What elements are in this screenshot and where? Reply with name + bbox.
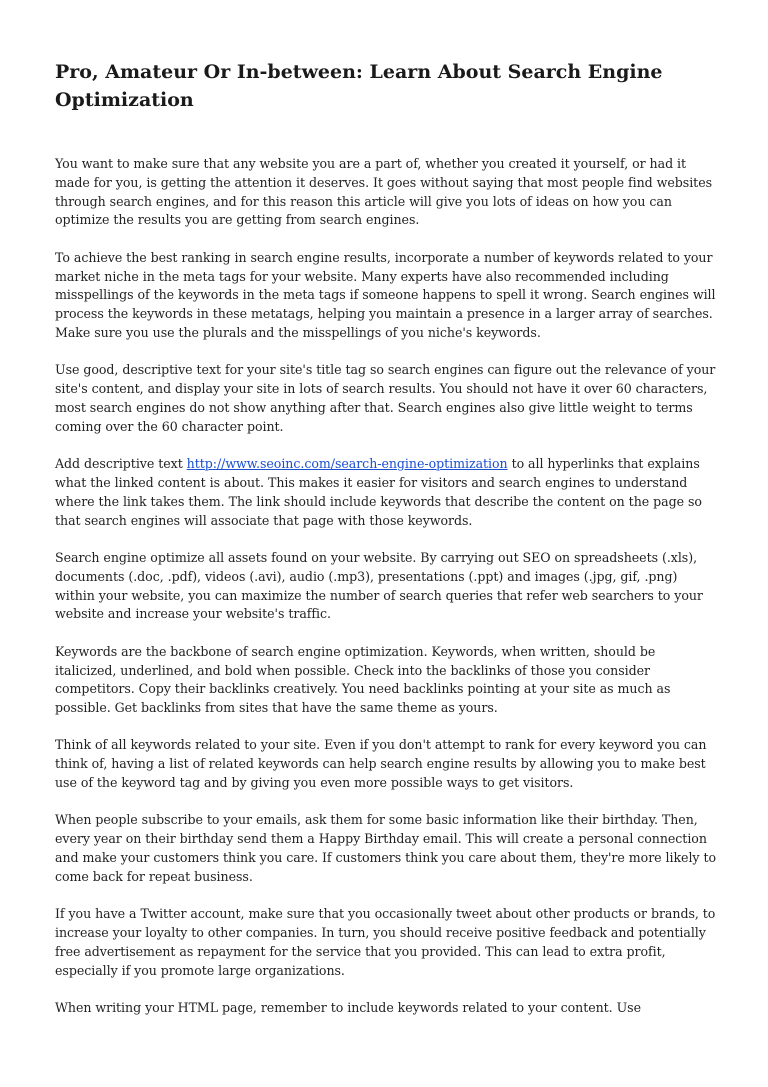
document-title: Pro, Amateur Or In-between: Learn About Search Engine Optimization	[55, 61, 663, 111]
paragraph-related-keywords: Think of all keywords related to your site. Even if you don't attempt to rank for every keyword you can think of, having a list of related keywords can help search engine results by allowing you to make best use of the keyword tag and by giving you even more possible ways to get visitors.	[55, 737, 707, 791]
paragraph-keywords: Keywords are the backbone of search engine optimization. Keywords, when written, should be italicized, underlined, and bold when possible. Check into the backlinks of those you consider competitors. Copy their backlinks creatively. You need backlinks pointing at your site as much as possible. Get backlinks from sites that have the same theme as yours.	[55, 643, 671, 716]
link-paragraph-after: to all hyperlinks that explains what the linked content is about. This makes it easier for visitors and search engines to understand where the link takes them. The link should include keywords that describe the content on the page so that search engines will associate that page with those keywords.	[55, 456, 702, 528]
paragraph-descriptive-links	[55, 455, 717, 530]
paragraph-html-page: When writing your HTML page, remember to include keywords related to your content. Use	[55, 1000, 641, 1016]
paragraph-meta-tags: To achieve the best ranking in search engine results, incorporate a number of keywords related to your market niche in the meta tags for your website. Many experts have also recommended including misspellings of the keywords in the meta tags if someone happens to spell it wrong. Search engines will process the keywords in these metatags, helping you maintain a presence in a larger array of searches. Make sure you use the plurals and the misspellings of you niche's keywords.	[55, 249, 716, 340]
paragraph-emails: When people subscribe to your emails, ask them for some basic information like their birthday. Then, every year on their birthday send them a Happy Birthday email. This will create a personal connection and make your customers think you care. If customers think you care about them, they're more likely to come back for repeat business.	[55, 812, 716, 884]
paragraph-title-tag: Use good, descriptive text for your site's title tag so search engines can figure out the relevance of your site's content, and display your site in lots of search results. You should not have it over 60 characters, most search engines do not show anything after that. Search engines also give little weight to terms coming over the 60 character point.	[55, 362, 716, 434]
paragraph-intro: You want to make sure that any website you are a part of, whether you created it yourself, or had it made for you, is getting the attention it deserves. It goes without saying that most people find websites through search engines, and for this reason this article will give you lots of ideas on how you can optimize the results you are getting from search engines.	[55, 156, 713, 228]
paragraph-twitter: If you have a Twitter account, make sure that you occasionally tweet about other products or brands, to increase your loyalty to other companies. In turn, you should receive positive feedback and potentially free advertisement as repayment for the service that you provided. This can lead to extra profit, especially if you promote large organizations.	[55, 906, 716, 978]
paragraph-assets: Search engine optimize all assets found on your website. By carrying out SEO on spreadsheets (.xls), documents (.doc, .pdf), videos (.avi), audio (.mp3), presentations (.ppt) and images (.jpg, gif, .png) within your website, you can maximize the number of search queries that refer web searchers to your website and increase your website's traffic.	[55, 549, 703, 622]
seo-link[interactable]: http://www.seoinc.com/search-engine-optimization	[186, 456, 508, 472]
link-paragraph-before: Add descriptive text	[55, 456, 187, 472]
document-page	[55, 58, 717, 1036]
